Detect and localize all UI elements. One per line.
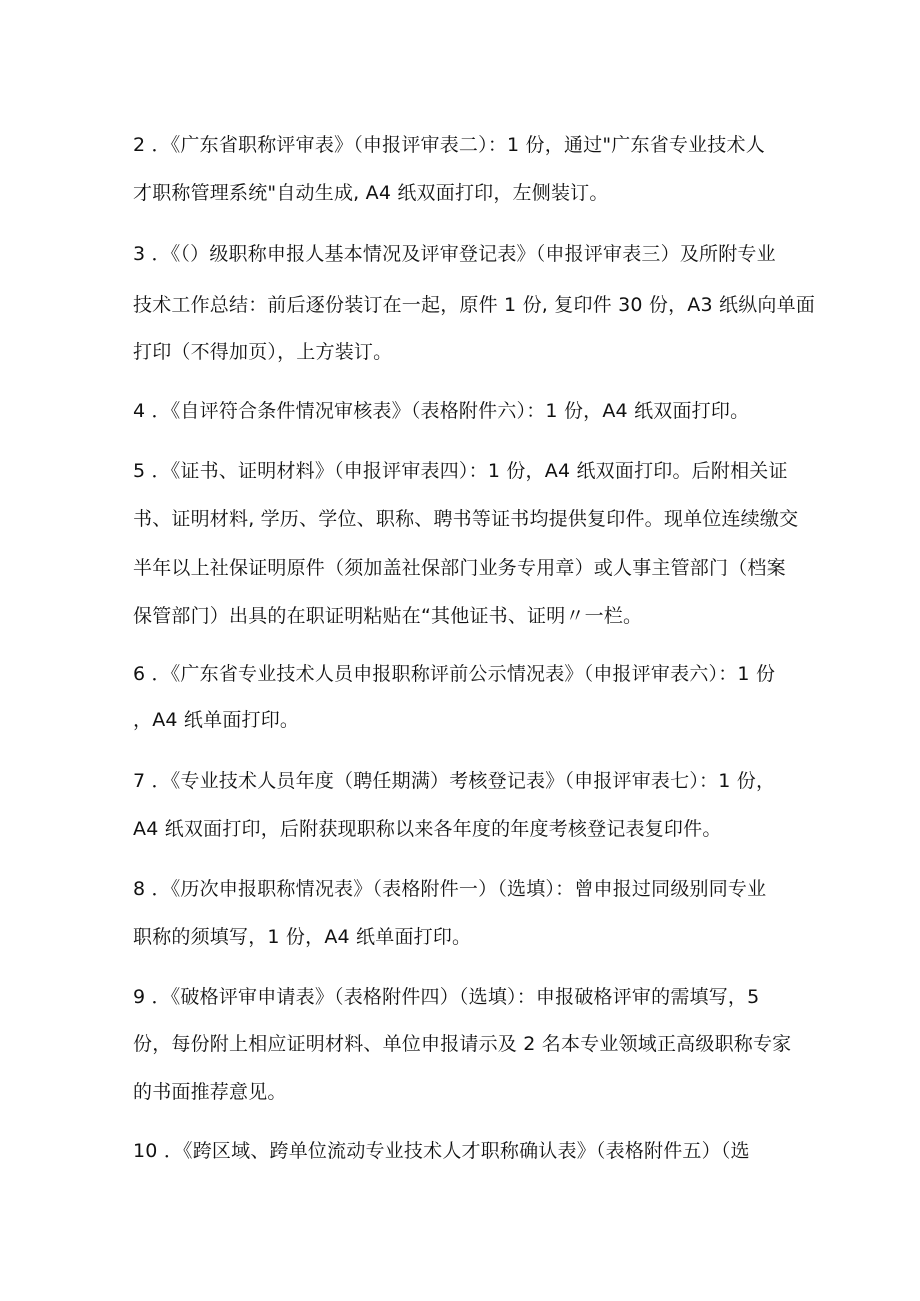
item-5-line-1: 5 ．《证书、证明材料》（申报评审表四）：1 份，A4 纸双面打印。后附相关证 <box>133 460 788 482</box>
item-3-line-1: 3 ．《（）级职称申报人基本情况及评审登记表》（申报评审表三）及所附专业 <box>133 243 776 265</box>
item-10-line-1: 10 ．《跨区域、跨单位流动专业技术人才职称确认表》（表格附件五）（选 <box>133 1140 750 1162</box>
item-7-line-2: A4 纸双面打印，后附获现职称以来各年度的年度考核登记表复印件。 <box>133 818 722 840</box>
item-2-line-2: 才职称管理系统"自动生成, A4 纸双面打印，左侧装订。 <box>133 182 609 204</box>
item-5-line-3: 半年以上社保证明原件（须加盖社保部门业务专用章）或人事主管部门（档案 <box>133 557 786 579</box>
item-3-line-3: 打印（不得加页），上方装订。 <box>133 341 393 363</box>
item-4-line-1: 4 ．《自评符合条件情况审核表》（表格附件六）：1 份，A4 纸双面打印。 <box>133 400 750 422</box>
item-8-line-1: 8 ．《历次申报职称情况表》（表格附件一）（选填）：曾申报过同级别同专业 <box>133 878 767 900</box>
item-9-line-3: 的书面推荐意见。 <box>133 1081 287 1103</box>
item-3-line-2: 技术工作总结：前后逐份装订在一起，原件 1 份, 复印件 30 份，A3 纸纵向单面 <box>133 294 816 316</box>
item-8-line-2: 职称的须填写，1 份，A4 纸单面打印。 <box>133 926 472 948</box>
item-6-line-2: ，A4 纸单面打印。 <box>133 709 300 731</box>
item-7-line-1: 7 ．《专业技术人员年度（聘任期满）考核登记表》（申报评审表七）：1 份， <box>133 770 776 792</box>
item-5-line-4: 保管部门）出具的在职证明粘贴在“其他证书、证明〃一栏。 <box>133 605 643 627</box>
item-9-line-1: 9 ．《破格评审申请表》（表格附件四）（选填）：申报破格评审的需填写，5 <box>133 986 760 1008</box>
item-2-line-1: 2 ．《广东省职称评审表》（申报评审表二）：1 份，通过"广东省专业技术人 <box>133 134 765 156</box>
item-5-line-2: 书、证明材料, 学历、学位、职称、聘书等证书均提供复印件。现单位连续缴交 <box>133 508 799 530</box>
item-9-line-2: 份，每份附上相应证明材料、单位申报请示及 2 名本专业领域正高级职称专家 <box>133 1033 792 1055</box>
item-6-line-1: 6 ．《广东省专业技术人员申报职称评前公示情况表》（申报评审表六）：1 份 <box>133 663 776 685</box>
